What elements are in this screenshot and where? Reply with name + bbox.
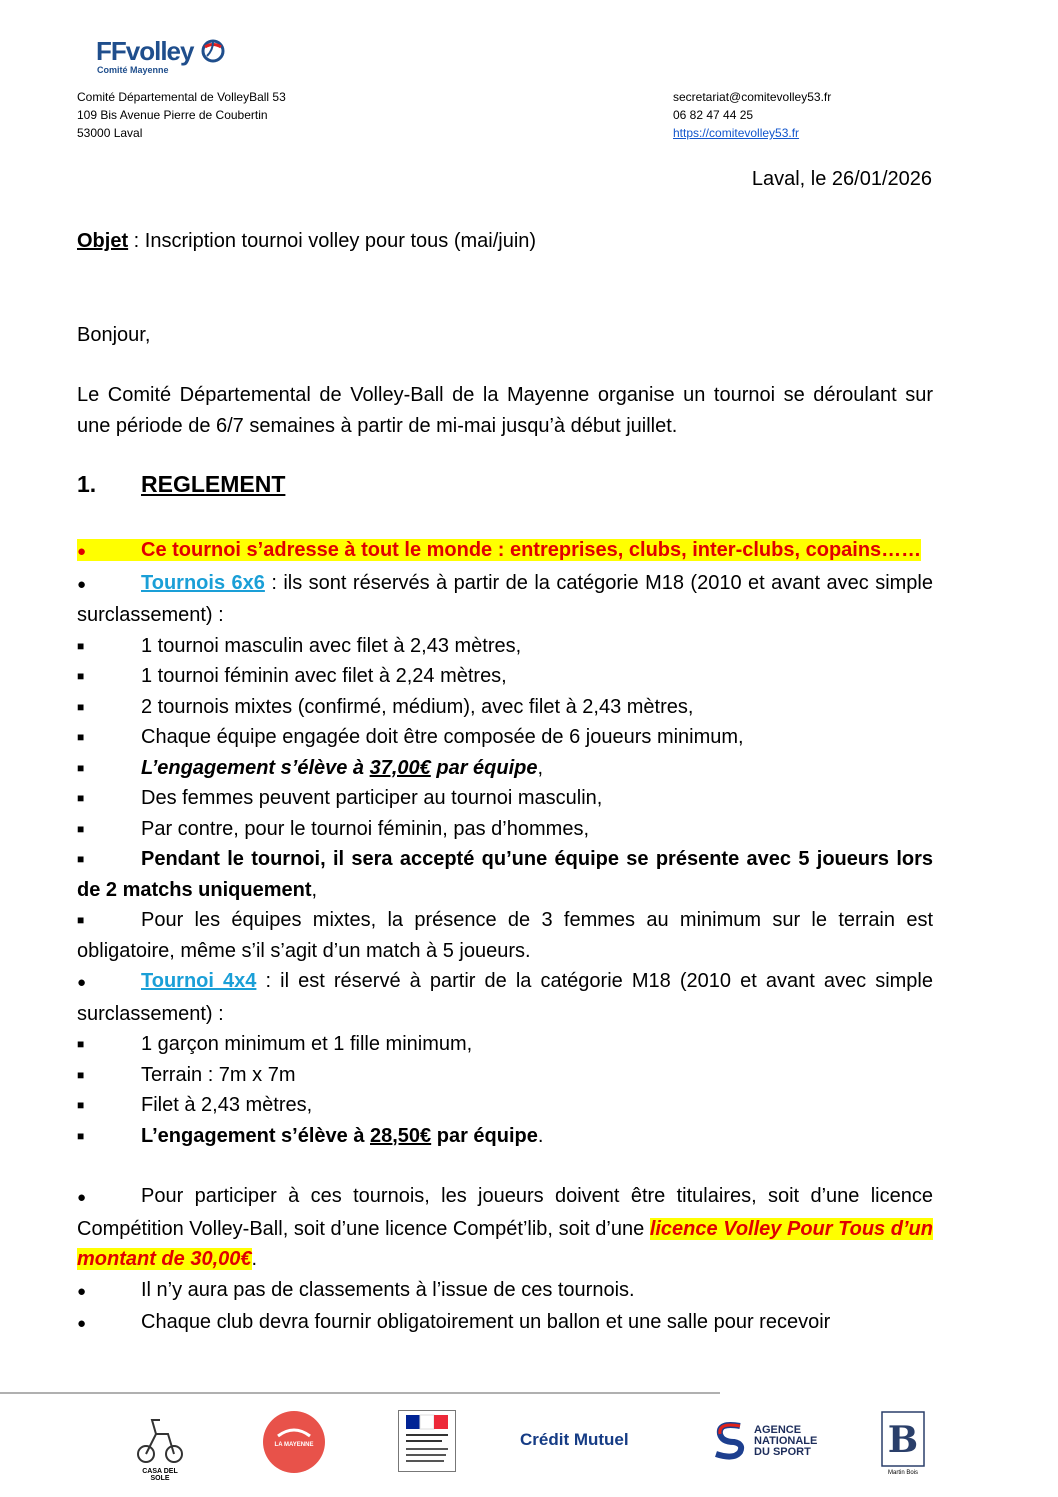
ans-emblem-icon <box>712 1420 746 1460</box>
item-text: L’engagement s’élève à <box>141 1124 370 1147</box>
square-bullet-icon: ■ <box>77 638 85 653</box>
item-text: par équipe <box>430 756 538 779</box>
address-line: Comité Départemental de VolleyBall 53 <box>77 90 286 104</box>
subject-sep: : <box>128 230 145 252</box>
licence-vpt-text: licence Volley Pour Tous d’un montant de 30,00€ <box>77 1217 933 1270</box>
website-link[interactable]: https://comitevolley53.fr <box>673 126 800 140</box>
t6-text: : ils sont réservés à partir de la catégorie M18 (2010 et avant avec simple surclassement) : <box>77 571 934 626</box>
item-text: Chaque équipe engagée doit être composée de 6 joueurs minimum, <box>141 726 744 748</box>
square-bullet-icon: ■ <box>77 1067 85 1082</box>
mayenne-name: LA MAYENNE <box>274 1442 314 1448</box>
square-bullet-icon: ■ <box>77 1128 85 1143</box>
list-item <box>77 722 933 753</box>
tournoi-6x6-link[interactable]: Tournois 6x6 <box>141 571 265 594</box>
item-text: . <box>251 1248 258 1270</box>
contact-email: secretariat@comitevolley53.fr <box>673 90 832 104</box>
section-heading <box>77 471 285 498</box>
ans-line: AGENCE <box>754 1424 802 1436</box>
greeting: Bonjour, <box>77 324 151 346</box>
bullet-icon: ● <box>77 543 87 560</box>
sponsor-la-mayenne-logo <box>262 1410 326 1480</box>
sender-contact <box>673 88 831 142</box>
engagement-amount: 28,50€ <box>370 1124 432 1147</box>
square-bullet-icon: ■ <box>77 913 85 927</box>
letter-subject <box>77 230 536 253</box>
square-bullet-icon: ■ <box>77 699 85 714</box>
list-item <box>77 692 933 723</box>
list-item <box>77 814 933 845</box>
address-line: 109 Bis Avenue Pierre de Coubertin <box>77 108 268 122</box>
item-text: Chaque club devra fournir obligatoirement un ballon et une salle pour recevoir <box>141 1311 831 1333</box>
bullet-icon: ● <box>77 1189 87 1206</box>
item-text: . <box>537 1124 544 1147</box>
logo-sub: Comité Mayenne <box>97 65 169 75</box>
audience-text: Ce tournoi s’adresse à tout le monde : entreprises, clubs, inter-clubs, copains…… <box>141 539 922 561</box>
item-text: Terrain : 7m x 7m <box>141 1063 296 1086</box>
square-bullet-icon: ■ <box>77 669 85 683</box>
list-item <box>77 1090 933 1121</box>
section-title: REGLEMENT <box>141 471 286 497</box>
footer-divider <box>0 1392 720 1394</box>
martin-bois-name: Martin Bois <box>887 1470 918 1476</box>
scooter-icon <box>134 1410 186 1466</box>
rules-list <box>77 535 933 1340</box>
sender-address <box>77 88 286 142</box>
item-text: Pendant le tournoi, il sera accepté qu’une équipe se présente avec 5 joueurs lors de 2 matchs uniquement <box>77 848 933 901</box>
square-bullet-icon: ■ <box>77 760 85 775</box>
item-text: Il n’y aura pas de classements à l’issue de ces tournois. <box>141 1278 635 1301</box>
list-item <box>77 1121 933 1152</box>
sponsor-credit-mutuel-logo <box>520 1410 670 1480</box>
item-text: Filet à 2,43 mètres, <box>141 1094 313 1116</box>
square-bullet-icon: ■ <box>77 1037 85 1051</box>
letter-date: Laval, le 26/01/2026 <box>751 168 932 190</box>
list-item <box>77 753 933 784</box>
list-item <box>77 568 933 631</box>
item-text: Pour les équipes mixtes, la présence de 3 femmes au minimum sur le terrain est obligatoire, même s’il s’agit d’un match à 5 joueurs. <box>77 909 933 962</box>
monogram-b-icon <box>880 1410 926 1468</box>
item-text: 2 tournois mixtes (confirmé, médium), avec filet à 2,43 mètres, <box>141 695 694 718</box>
volleyball-icon <box>201 38 225 64</box>
square-bullet-icon: ■ <box>77 791 85 805</box>
subject-text: Inscription tournoi volley pour tous (mai/juin) <box>144 230 537 252</box>
list-item <box>77 905 933 966</box>
ans-line: NATIONALE <box>754 1435 818 1447</box>
contact-phone: 06 82 47 44 25 <box>673 108 754 122</box>
section-number: 1. <box>77 471 97 497</box>
list-item <box>77 783 933 814</box>
list-item <box>77 1275 933 1308</box>
item-text: 1 tournoi masculin avec filet à 2,43 mètres, <box>141 634 522 657</box>
list-item <box>77 631 933 662</box>
subject-label: Objet <box>77 230 129 252</box>
address-line: 53000 Laval <box>77 126 143 140</box>
item-text: 1 tournoi féminin avec filet à 2,24 mètres, <box>141 665 507 687</box>
item-text: Des femmes peuvent participer au tournoi masculin, <box>141 787 603 809</box>
list-item <box>77 1029 933 1060</box>
item-text: Pour participer à ces tournois, les joueurs doivent être titulaires, soit d’une licence Compétition Volley-Ball, soit d’une licence Compét’lib, soit d’une <box>77 1185 933 1240</box>
republique-francaise-icon <box>398 1410 456 1472</box>
sponsor-gouvernement-logo <box>398 1410 456 1480</box>
ans-line: DU SPORT <box>754 1446 811 1458</box>
bullet-icon: ● <box>77 575 87 593</box>
item-text: , <box>537 756 544 779</box>
tournoi-4x4-link[interactable]: Tournoi 4x4 <box>141 970 257 992</box>
list-item <box>77 1181 933 1275</box>
item-text: , <box>311 878 318 901</box>
list-item <box>77 661 933 692</box>
list-item <box>77 844 933 905</box>
square-bullet-icon: ■ <box>77 852 85 866</box>
square-bullet-icon: ■ <box>77 821 85 836</box>
list-item <box>77 535 933 568</box>
intro-paragraph: Le Comité Départemental de Volley-Ball de la Mayenne organise un tournoi se déroulant sur une période de 6/7 semaines à partir de mi-mai jusqu’à début juillet. <box>77 384 933 437</box>
item-text: 1 garçon minimum et 1 fille minimum, <box>141 1033 473 1055</box>
list-item <box>77 1060 933 1091</box>
ffvolley-logo <box>96 36 236 76</box>
ans-name <box>754 1425 817 1458</box>
svg-text:B: B <box>887 1419 919 1461</box>
list-item <box>77 1307 933 1340</box>
list-item <box>77 966 933 1029</box>
logo-brand: FFvolley <box>96 36 194 66</box>
item-text: Par contre, pour le tournoi féminin, pas d’hommes, <box>141 817 589 840</box>
engagement-amount: 37,00€ <box>369 756 431 779</box>
sponsor-martin-bois-logo <box>880 1410 926 1480</box>
item-text: L’engagement s’élève à <box>141 756 370 779</box>
sponsor-ans-logo <box>712 1410 832 1480</box>
square-bullet-icon: ■ <box>77 730 85 744</box>
item-text: par équipe <box>431 1124 538 1147</box>
bullet-icon: ● <box>77 974 87 991</box>
t4-text: : il est réservé à partir de la catégorie M18 (2010 et avant avec simple surclassement) : <box>77 970 933 1025</box>
bullet-icon: ● <box>77 1315 87 1332</box>
casa-name: CASA DEL SOLE <box>142 1468 178 1482</box>
bullet-icon: ● <box>77 1282 87 1300</box>
sponsor-casa-del-sole-logo <box>134 1410 186 1480</box>
square-bullet-icon: ■ <box>77 1098 85 1112</box>
credit-mutuel-name: Crédit Mutuel <box>520 1430 629 1449</box>
